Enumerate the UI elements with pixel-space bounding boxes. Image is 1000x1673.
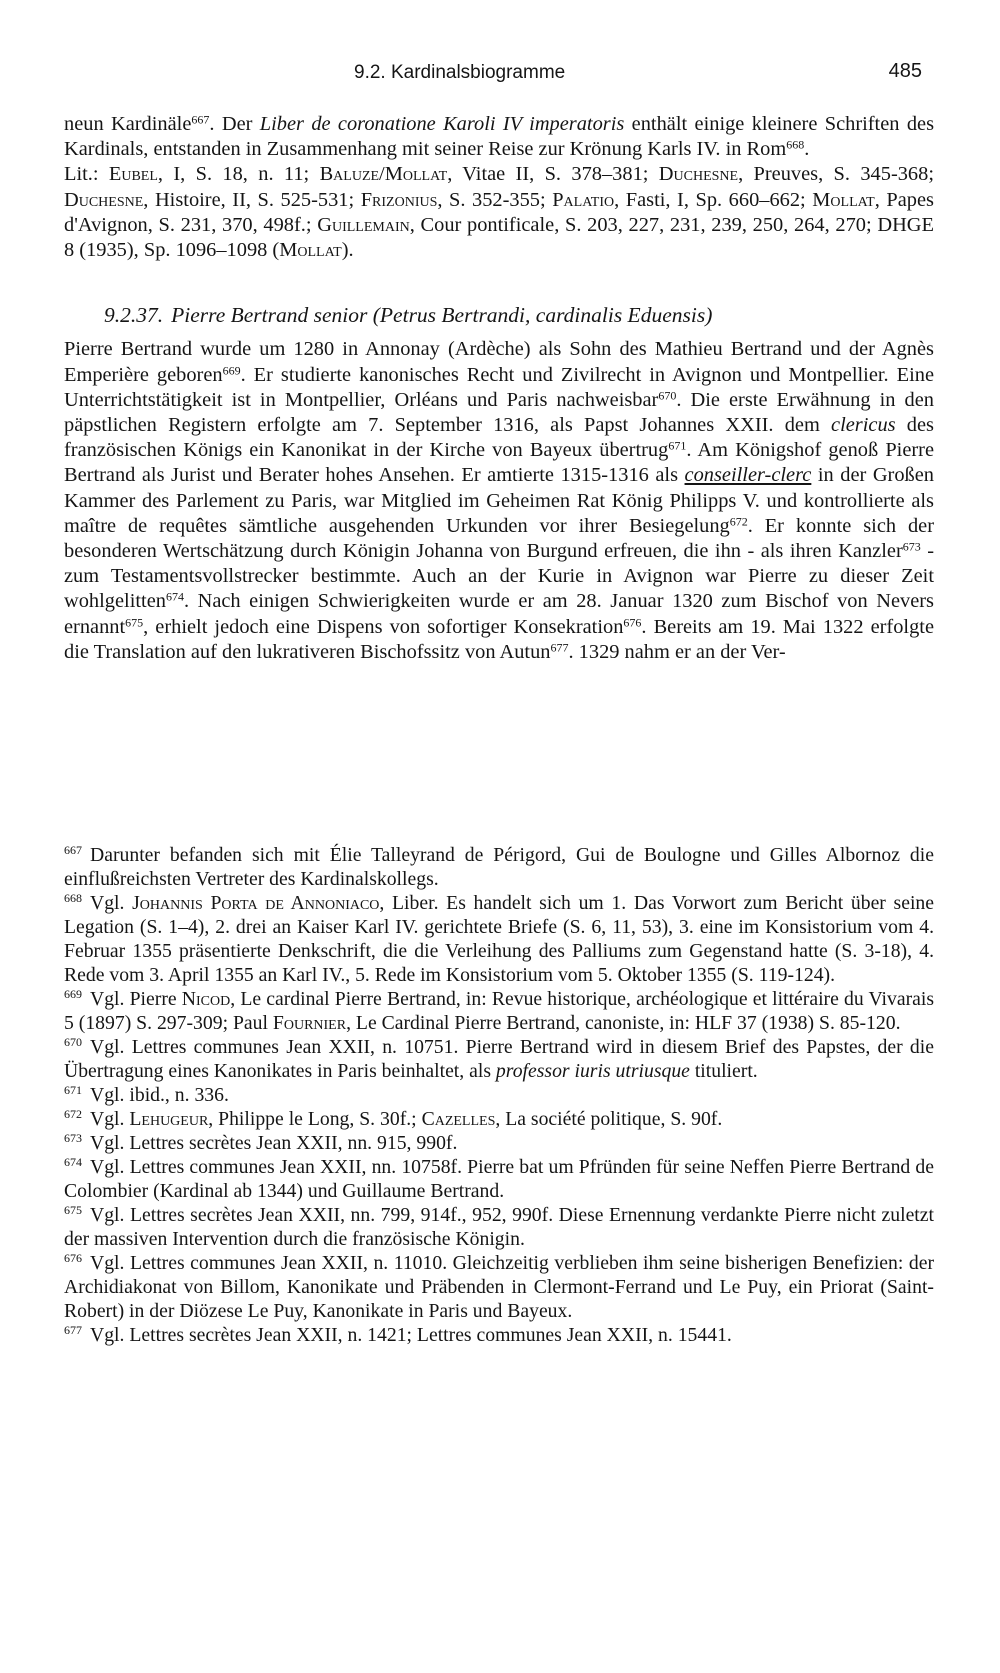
section-number: 9.2.37. xyxy=(104,303,164,328)
footnote-ref-668: 668 xyxy=(786,137,805,152)
footnote-text: tituliert. xyxy=(689,1060,758,1082)
author-name: Nicod xyxy=(181,988,231,1010)
footnote-number: 677 xyxy=(64,1323,82,1338)
footnote-ref-670: 670 xyxy=(658,388,677,403)
footnote-text: , Le Cardinal Pierre Bertrand, canoniste, in: HLF 37 (1938) S. 85-120. xyxy=(346,1012,901,1034)
intro-paragraph xyxy=(64,112,934,162)
literature-text: , S. 352-355; xyxy=(437,188,553,211)
body-text: , erhielt jedoch eine Dispens von sofortiger Konsekration xyxy=(143,615,624,638)
author-name: Lehugeur xyxy=(129,1108,209,1130)
footnote-text: , Liber. Es handelt sich um 1. Das Vorwort zum Bericht über seine Legation (S. 1–4), 2. drei an Kaiser Karl IV. gerichtete Briefe (S. 6, 11, 53), 3. eine im Konsistorium vom 4. Februar 1355 präsentierte Denkschrift, die die Verleihung des Palliums zum Gegenstand hatte (S. 3-18), 4. Rede vom 3. April 1355 an Karl IV., 5. Rede im Konsistorium vom 5. Oktober 1355 (S. 119-124). xyxy=(64,892,935,986)
author-name: Mollat xyxy=(812,188,875,211)
literature-text: , I, S. 18, n. 11; xyxy=(157,163,320,186)
footnote-ref-673: 673 xyxy=(902,539,921,554)
literature-text: , Histoire, II, S. 525-531; xyxy=(143,188,361,211)
author-name: Mollat xyxy=(279,239,342,262)
italic-term-conseiller-clerc: conseiller-clerc xyxy=(684,464,812,487)
literature-text: , Cour pontificale, S. 203, 227, 231, 239, 250, 264, 270; DHGE 8 (1935), Sp. 1096–1098 ( xyxy=(64,213,934,262)
footnote-text: Vgl. Lettres secrètes Jean XXII, nn. 799, 914f., 952, 990f. Diese Ernennung verdankte Pierre nicht zuletzt der massiven Intervention durch die französische Königin. xyxy=(64,1204,934,1250)
body-text: - zum Testamentsvollstrecker bestimmte. Auch an der Kurie in Avignon war Pierre zu dieser Zeit wohlgelitten xyxy=(64,540,934,613)
intro-text: . xyxy=(804,138,810,161)
footnote-674 xyxy=(64,1155,934,1203)
footnote-669 xyxy=(64,987,934,1035)
running-title: 9.2. Kardinalsbiogramme xyxy=(354,62,566,83)
work-title: Liber de coronatione Karoli IV imperatoris xyxy=(259,113,625,135)
footnote-text: Vgl. Pierre xyxy=(90,988,182,1010)
intro-text: neun Kardinäle xyxy=(64,113,192,135)
footnote-number: 670 xyxy=(64,1035,82,1050)
footnote-ref-674: 674 xyxy=(165,589,184,604)
footnote-number: 676 xyxy=(64,1251,82,1266)
body-text: . Am Königshof genoß Pierre Bertrand als Jurist und Berater hohes Ansehen. Er amtierte 1315-1316 als xyxy=(64,439,935,487)
literature-paragraph xyxy=(64,162,934,263)
body-text: . Er konnte sich der besonderen Wertschätzung durch Königin Johanna von Burgund erfreuen, die ihn - als ihren Kanzler xyxy=(64,514,934,563)
main-text xyxy=(64,112,934,665)
body-text: . Die erste Erwähnung in den päpstlichen Registern erfolgte am 7. September 1316, als Papst Johannes XXII. dem xyxy=(64,388,934,437)
footnote-ref-669: 669 xyxy=(222,363,241,378)
footnote-ref-676: 676 xyxy=(623,615,642,630)
footnote-ref-672: 672 xyxy=(729,514,748,529)
footnote-text: Vgl. Lettres communes Jean XXII, n. 10751. Pierre Bertrand wird in diesem Brief des Papstes, der die Übertragung eines Kanonikates in Paris beinhaltet, als xyxy=(64,1036,934,1082)
author-name: Duchesne xyxy=(64,188,144,211)
author-name: Cazelles xyxy=(421,1108,496,1130)
footnote-ref-667: 667 xyxy=(191,112,210,127)
footnote-text: Darunter befanden sich mit Élie Talleyrand de Périgord, Gui de Boulogne und Gilles Albornoz die einflußreichsten Vertreter des Kardinalskollegs. xyxy=(64,844,934,890)
body-text: . 1329 nahm er an der Ver- xyxy=(568,640,786,663)
footnote-ref-675: 675 xyxy=(125,615,144,630)
biography-paragraph xyxy=(64,337,934,665)
footnotes xyxy=(64,843,934,1347)
footnote-667 xyxy=(64,843,934,891)
author-name: Fournier xyxy=(272,1012,347,1034)
literature-text: , Papes d'Avignon, S. 231, 370, 498f.; xyxy=(64,188,934,236)
footnote-675 xyxy=(64,1203,934,1251)
footnote-ref-671: 671 xyxy=(668,438,687,453)
author-name: Guillemain xyxy=(317,213,410,236)
body-text: des französischen Königs ein Kanonikat in der Kirche von Bayeux übertrug xyxy=(64,414,934,462)
footnote-number: 674 xyxy=(64,1155,82,1170)
author-name: Palatio xyxy=(552,188,615,211)
footnote-number: 667 xyxy=(64,843,82,858)
footnote-text: Vgl. xyxy=(90,1108,130,1130)
section-title: Pierre Bertrand senior (Petrus Bertrandi, cardinalis Eduensis) xyxy=(171,303,713,328)
literature-text: , Vitae II, S. 378–381; xyxy=(447,163,659,186)
footnote-text: , La société politique, S. 90f. xyxy=(495,1108,723,1130)
author-name: Frizonius xyxy=(360,188,438,211)
footnote-ref-677: 677 xyxy=(550,640,569,655)
footnote-number: 673 xyxy=(64,1131,82,1146)
page-number: 485 xyxy=(888,60,922,82)
footnote-number: 672 xyxy=(64,1107,82,1122)
author-name: Johannis Porta de Annoniaco xyxy=(132,892,380,914)
footnote-number: 668 xyxy=(64,891,82,906)
footnote-text: Vgl. xyxy=(90,892,133,914)
footnote-671 xyxy=(64,1083,934,1107)
footnote-text: Vgl. Lettres secrètes Jean XXII, nn. 915, 990f. xyxy=(90,1132,458,1154)
footnote-number: 669 xyxy=(64,987,82,1002)
footnote-number: 675 xyxy=(64,1203,82,1218)
footnote-text: Vgl. Lettres communes Jean XXII, n. 11010. Gleichzeitig verblieben ihm seine bisherigen Benefizien: der Archidiakonat von Billom, Kanonikate und Präbenden in Clermont-Ferrand und Le Puy, ein Priorat (Saint-Robert) in der Diözese Le Puy, Kanonikate in Paris und Bayeux. xyxy=(64,1252,934,1322)
running-head xyxy=(64,60,934,94)
footnote-668 xyxy=(64,891,934,987)
italic-title: professor iuris utriusque xyxy=(495,1060,690,1082)
author-name: Eubel xyxy=(108,163,158,186)
body-text: . Bereits am 19. Mai 1322 erfolgte die Translation auf den lukrativeren Bischofssitz von Autun xyxy=(64,615,934,663)
footnote-number: 671 xyxy=(64,1083,82,1098)
literature-text: , Fasti, I, Sp. 660–662; xyxy=(614,188,813,211)
literature-text: , Preuves, S. 345-368; xyxy=(738,163,934,186)
body-text: . Nach einigen Schwierigkeiten wurde er am 28. Januar 1320 zum Bischof von Nevers ernannt xyxy=(64,590,934,638)
body-text: Pierre Bertrand wurde um 1280 in Annonay (Ardèche) als Sohn des Mathieu Bertrand und der Agnès Emperière geboren xyxy=(64,338,934,386)
intro-text: . Der xyxy=(209,113,260,135)
footnote-677 xyxy=(64,1323,934,1347)
body-text: . Er studierte kanonisches Recht und Zivilrecht in Avignon und Montpellier. Eine Unterrichtstätigkeit ist in Montpellier, Orléans und Paris nachweisbar xyxy=(64,363,934,411)
footnote-672 xyxy=(64,1107,934,1131)
footnote-text: Vgl. Lettres secrètes Jean XXII, n. 1421; Lettres communes Jean XXII, n. 15441. xyxy=(90,1324,732,1346)
footnote-text: , Philippe le Long, S. 30f.; xyxy=(208,1108,422,1130)
literature-label: Lit.: xyxy=(64,163,109,186)
footnote-676 xyxy=(64,1251,934,1323)
intro-text: enthält einige kleinere Schriften des Kardinals, entstanden in Zusammenhang mit seiner Reise zur Krönung Karls IV. in Rom xyxy=(64,113,935,161)
footnote-670 xyxy=(64,1035,934,1083)
author-name: Baluze/Mollat xyxy=(319,163,448,186)
body-text: in der Großen Kammer des Parlement zu Paris, war Mitglied im Geheimen Rat König Philipps V. und kontrollierte als maître de requêtes sämtliche ausgehenden Urkunden vor ihrer Besiegelung xyxy=(64,464,934,537)
footnote-text: , Le cardinal Pierre Bertrand, in: Revue historique, archéologique et littéraire du Vivarais 5 (1897) S. 297-309; Paul xyxy=(64,988,934,1034)
literature-text: ). xyxy=(341,239,354,262)
footnote-text: Vgl. ibid., n. 336. xyxy=(90,1084,229,1106)
italic-term-clericus: clericus xyxy=(831,414,896,437)
page xyxy=(64,60,934,665)
footnote-text: Vgl. Lettres communes Jean XXII, nn. 10758f. Pierre bat um Pfründen für seine Neffen Pierre Bertrand de Colombier (Kardinal ab 1344) und Guillaume Bertrand. xyxy=(64,1156,934,1202)
section-heading xyxy=(104,303,934,328)
footnote-673 xyxy=(64,1131,934,1155)
author-name: Duchesne xyxy=(658,163,739,186)
